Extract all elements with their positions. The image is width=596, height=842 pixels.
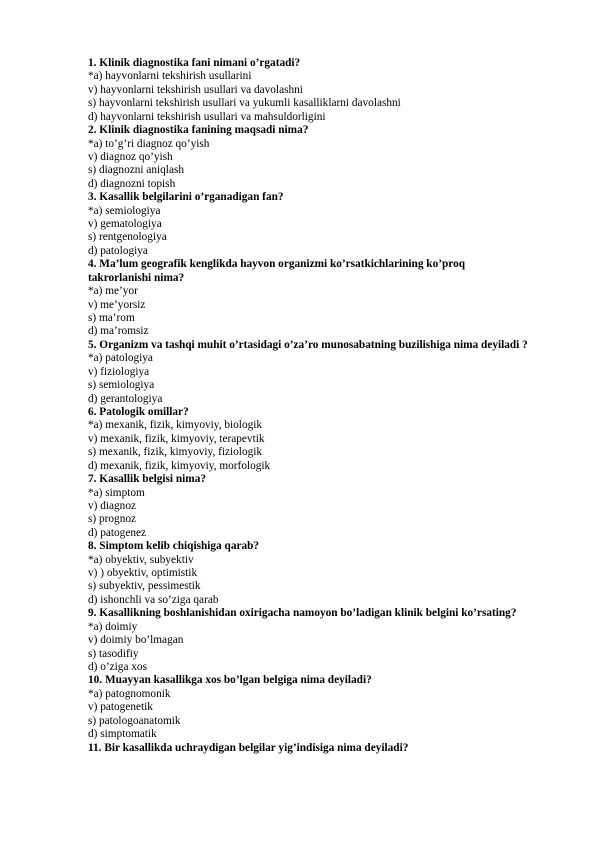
- question-title: 1. Klinik diagnostika fani nimani o’rgatadi?: [88, 57, 301, 69]
- answer-option: v) doimiy bo’lmagan: [88, 634, 184, 647]
- question-title: 9. Kasallikning boshlanishidan oxirigacha namoyon bo’ladigan klinik belgini ko’rsating?: [88, 607, 517, 620]
- answer-option: d) o’ziga xos: [88, 660, 147, 673]
- answer-option: d) simptomatik: [88, 728, 157, 741]
- answer-option: *a) obyektiv, subyektiv: [88, 553, 194, 566]
- answer-option: *a) me’yor: [88, 285, 138, 298]
- answer-option: *a) patognomonik: [88, 687, 171, 700]
- answer-option: s) patologoanatomik: [88, 714, 181, 727]
- answer-option: *a) patologiya: [88, 352, 153, 365]
- answer-option: v) gematologiya: [88, 218, 162, 231]
- answer-option: s) hayvonlarni tekshirish usullari va yukumli kasalliklarni davolashni: [88, 97, 401, 110]
- question-title: 3. Kasallik belgilarini o’rganadigan fan?: [88, 191, 284, 204]
- answer-option: d) patogenez: [88, 526, 147, 539]
- answer-option: d) ma’romsiz: [88, 325, 149, 338]
- question-title: 2. Klinik diagnostika fanining maqsadi nima?: [88, 124, 309, 137]
- answer-option: d) ishonchli va so’ziga qarab: [88, 593, 219, 606]
- answer-option: v) diagnoz qo’yish: [88, 150, 173, 163]
- answer-option: v) ) obyektiv, optimistik: [88, 567, 198, 580]
- answer-option: *a) doimiy: [88, 620, 138, 633]
- answer-option: s) ma’rom: [88, 312, 135, 325]
- answer-option: *a) hayvonlarni tekshirish usullarini: [88, 70, 252, 83]
- answer-option: s) mexanik, fizik, kimyoviy, fiziologik: [88, 446, 263, 459]
- answer-option: *a) simptom: [88, 486, 145, 499]
- answer-option: s) prognoz: [88, 513, 137, 526]
- question-title: 8. Simptom kelib chiqishiga qarab?: [88, 540, 260, 553]
- answer-option: v) diagnoz: [88, 499, 136, 512]
- answer-option: v) me’yorsiz: [88, 298, 146, 311]
- question-title: 4. Ma’lum geografik kenglikda hayvon organizmi ko’rsatkichlarining ko’proq takrorlanishi nima?: [88, 258, 466, 284]
- answer-option: *a) to’g’ri diagnoz qo’yish: [88, 137, 210, 150]
- answer-option: s) diagnozni aniqlash: [88, 164, 185, 177]
- answer-option: s) rentgenologiya: [88, 231, 167, 244]
- question-list: [88, 57, 568, 755]
- answer-option: d) gerantologiya: [88, 392, 163, 405]
- answer-option: s) subyektiv, pessimestik: [88, 580, 201, 593]
- question-title: 6. Patologik omillar?: [88, 405, 189, 418]
- answer-option: d) diagnozni topish: [88, 177, 176, 190]
- question-title: 5. Organizm va tashqi muhit o’rtasidagi o’za’ro munosabatning buzilishiga nima deyiladi ?: [88, 338, 528, 351]
- answer-option: s) tasodifiy: [88, 647, 139, 660]
- answer-option: s) semiologiya: [88, 379, 155, 392]
- answer-option: v) mexanik, fizik, kimyoviy, terapevtik: [88, 432, 265, 445]
- answer-option: v) patogenetik: [88, 701, 153, 714]
- answer-option: *a) mexanik, fizik, kimyoviy, biologik: [88, 419, 263, 432]
- answer-option: d) patologiya: [88, 244, 148, 257]
- answer-option: v) hayvonlarni tekshirish usullari va davolashni: [88, 83, 303, 96]
- answer-option: d) mexanik, fizik, kimyoviy, morfologik: [88, 459, 271, 472]
- question-title: 7. Kasallik belgisi nima?: [88, 473, 207, 486]
- answer-option: d) hayvonlarni tekshirish usullari va mahsuldorligini: [88, 110, 326, 123]
- question-title: 11. Bir kasallikda uchraydigan belgilar yig’indisiga nima deyiladi?: [88, 741, 409, 754]
- answer-option: v) fiziologiya: [88, 365, 150, 378]
- question-title: 10. Muayyan kasallikga xos bo’lgan belgiga nima deyiladi?: [88, 674, 372, 687]
- answer-option: *a) semiologiya: [88, 204, 161, 217]
